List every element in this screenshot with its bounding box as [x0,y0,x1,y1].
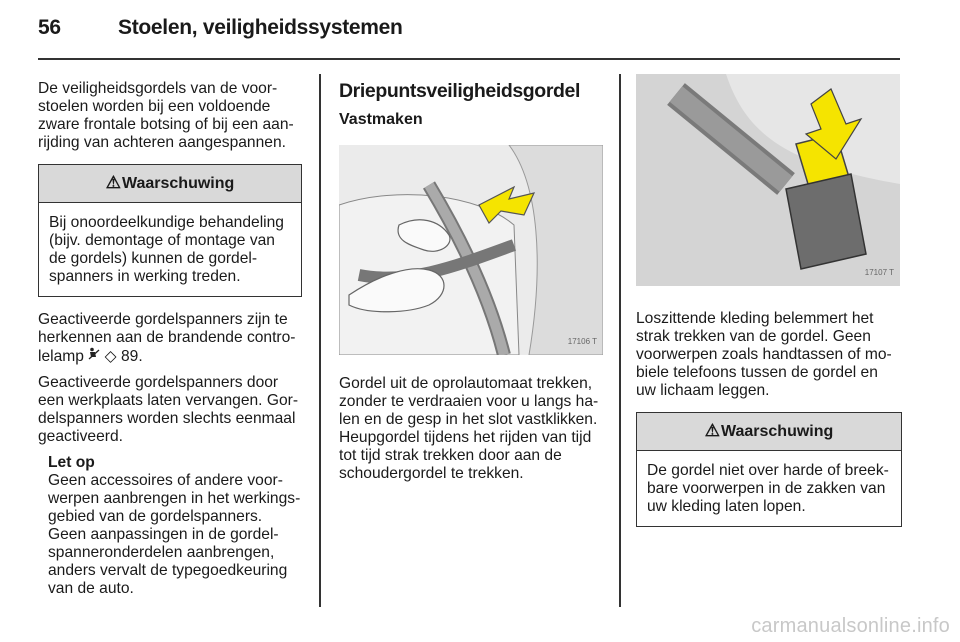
note-box [48,454,302,598]
belt-fastening-illustration [339,145,603,355]
tensioner-lamp-paragraph [38,311,302,366]
figure-buckle [636,74,900,286]
fastening-paragraph: Gordel uit de oprolautomaat trekken, zonder te verdraaien voor u langs ha-len en de gesp in het slot vastklikken. Heupgordel tijdens het rijden van tijd tot tijd strak trekken door aan de schoudergordel te trekken. [339,375,599,482]
note-title: Let op [48,454,95,471]
warning-box-1 [38,164,302,297]
section-heading: Driepuntsveiligheidsgordel [339,80,580,102]
figure-number: 17106 T [567,337,597,346]
note-body: Geen accessoires of andere voor-werpen aanbrengen in het werkings-gebied van de gordelspanners. Geen aanpassingen in de gordel-spanneronderdelen aanbrengen, anders vervalt de typegoedkeuring van de auto. [48,472,301,597]
figure-fastening-belt [339,145,603,355]
warning-title: Waarschuwing [121,175,235,192]
intro-paragraph: De veiligheidsgordels van de voor-stoelen worden bij een voldoende zware frontale botsing of bij een aan-rijding van achteren aangespannen. [38,80,294,151]
warning-body: Bij onoordeelkundige behandeling (bijv. demontage of montage van de gordels) kunnen de gordel-spanners in werking treden. [49,214,284,285]
seatbelt-tensioner-icon [88,348,104,365]
column-divider-2 [619,74,621,607]
column-3 [636,74,902,541]
warning-triangle-icon: ⚠ [105,173,121,192]
warning-triangle-icon: ⚠ [704,421,720,440]
buckle-illustration [636,74,900,286]
page-title: Stoelen, veiligheidssystemen [118,16,403,39]
page-reference-icon: ◇ [104,348,117,365]
warning-header [637,413,901,451]
watermark: carmanualsonline.info [751,615,950,637]
column-1 [38,80,302,598]
section-subheading: Vastmaken [339,111,423,128]
column-2 [339,80,605,491]
tensioner-lamp-text: Geactiveerde gordelspanners zijn te herkennen aan de brandende contro-lelamp [38,311,296,365]
replacement-paragraph: Geactiveerde gordelspanners door een werkplaats laten vervangen. Gor-delspanners worden slechts eenmaal geactiveerd. [38,374,299,445]
page-header [38,16,403,40]
page-reference[interactable]: 89. [120,348,143,365]
figure-number: 17107 T [864,268,894,277]
column-divider-1 [319,74,321,607]
warning-title: Waarschuwing [720,423,834,440]
warning-header [39,165,301,203]
warning-box-2 [636,412,902,527]
page-number: 56 [38,16,61,39]
clothing-paragraph: Loszittende kleding belemmert het strak trekken van de gordel. Geen voorwerpen zoals handtassen of mo-biele telefoons tussen de gordel en uw lichaam leggen. [636,310,892,399]
header-rule [38,58,900,60]
warning-body: De gordel niet over harde of breek-bare voorwerpen in de zakken van uw kleding laten lopen. [647,462,889,515]
